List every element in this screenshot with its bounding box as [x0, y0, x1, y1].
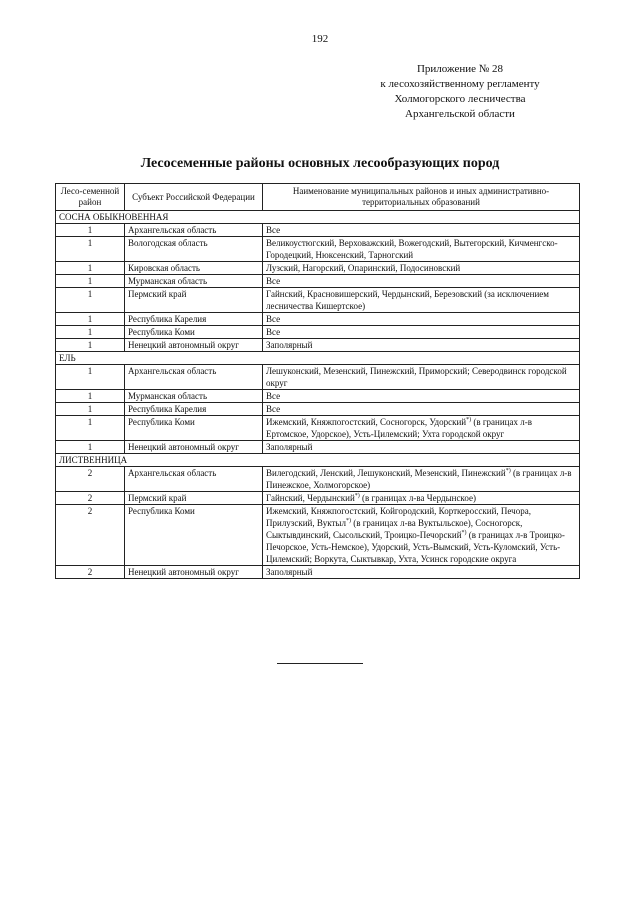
- subject-cell: Республика Карелия: [125, 403, 263, 416]
- region-cell: 1: [56, 275, 125, 288]
- section-row: [56, 454, 580, 467]
- subject-cell: Кировская область: [125, 262, 263, 275]
- table-row: [56, 566, 580, 579]
- subject-cell: Ненецкий автономный округ: [125, 339, 263, 352]
- subject-cell: Республика Коми: [125, 416, 263, 441]
- header-federal-subject: Субъект Российской Федерации: [125, 184, 263, 211]
- header-municipal-districts: Наименование муниципальных районов и иных административно-территориальных образований: [263, 184, 580, 211]
- region-cell: 1: [56, 390, 125, 403]
- subject-cell: Мурманская область: [125, 390, 263, 403]
- appendix-line: Приложение № 28: [416, 63, 504, 75]
- appendix-line: Холмогорского лесничества: [394, 93, 526, 105]
- table-row: [56, 224, 580, 237]
- appendix-line: Архангельской области: [405, 108, 515, 120]
- header-seed-region: Лесо-семенной район: [56, 184, 125, 211]
- region-cell: 2: [56, 467, 125, 492]
- subject-cell: Архангельская область: [125, 467, 263, 492]
- districts-cell: Заполярный: [263, 566, 580, 579]
- end-rule: [277, 663, 363, 664]
- districts-cell: Вилегодский, Ленский, Лешуконский, Мезенский, Пинежский*) (в границах л-в Пинежское, Холмогорское): [263, 467, 580, 492]
- document-title: Лесосеменные районы основных лесообразующих пород: [140, 156, 500, 171]
- region-cell: 1: [56, 313, 125, 326]
- region-cell: 2: [56, 492, 125, 505]
- subject-cell: Пермский край: [125, 492, 263, 505]
- table-row: [56, 288, 580, 313]
- region-cell: 2: [56, 566, 125, 579]
- region-cell: 2: [56, 505, 125, 566]
- districts-cell: Ижемский, Княжпогостский, Койгородский, Корткеросский, Печора, Прилузский, Вуктыл*) (в границах л-ва Вуктыльское), Сосногорск, Сыктывдинский, Сысольский, Троицко-Печорский*) (в границах л-в Троицко-Печорское, Усть-Немское), Удорский, Усть-Вымский, Усть-Куломский, Усть-Цилемский; Воркута, Сыктывкар, Ухта, Усинск городские округа: [263, 505, 580, 566]
- table-row: [56, 505, 580, 566]
- table-row: [56, 467, 580, 492]
- table-row: [56, 390, 580, 403]
- section-row: [56, 352, 580, 365]
- subject-cell: Республика Коми: [125, 326, 263, 339]
- districts-cell: Гайнский, Красновишерский, Чердынский, Березовский (за исключением лесничества Кишертское): [263, 288, 580, 313]
- appendix-heading: [360, 62, 560, 122]
- districts-cell: Заполярный: [263, 441, 580, 454]
- districts-cell: Ижемский, Княжпогостский, Сосногорск, Удорский*) (в границах л-в Ертомское, Удорское), Усть-Цилемский; Ухта городской округ: [263, 416, 580, 441]
- appendix-line: к лесохозяйственному регламенту: [380, 78, 540, 90]
- districts-cell: Все: [263, 326, 580, 339]
- districts-cell: Заполярный: [263, 339, 580, 352]
- section-row: [56, 211, 580, 224]
- region-cell: 1: [56, 403, 125, 416]
- table-row: [56, 365, 580, 390]
- region-cell: 1: [56, 339, 125, 352]
- table-row: [56, 237, 580, 262]
- region-cell: 1: [56, 416, 125, 441]
- table-row: [56, 492, 580, 505]
- subject-cell: Архангельская область: [125, 365, 263, 390]
- districts-cell: Лузский, Нагорский, Опаринский, Подосиновский: [263, 262, 580, 275]
- districts-cell: Великоустюгский, Верховажский, Вожегодский, Вытегорский, Кичменгско-Городецкий, Нюксенский, Тарногский: [263, 237, 580, 262]
- region-cell: 1: [56, 288, 125, 313]
- table-row: [56, 326, 580, 339]
- table-row: [56, 339, 580, 352]
- region-cell: 1: [56, 441, 125, 454]
- table-body: [56, 211, 580, 579]
- subject-cell: Архангельская область: [125, 224, 263, 237]
- subject-cell: Пермский край: [125, 288, 263, 313]
- table-header-row: [56, 184, 580, 211]
- subject-cell: Ненецкий автономный округ: [125, 566, 263, 579]
- table-row: [56, 416, 580, 441]
- subject-cell: Ненецкий автономный округ: [125, 441, 263, 454]
- section-title: СОСНА ОБЫКНОВЕННАЯ: [56, 211, 580, 224]
- table-row: [56, 275, 580, 288]
- districts-cell: Все: [263, 390, 580, 403]
- seed-regions-table: [55, 183, 580, 579]
- region-cell: 1: [56, 326, 125, 339]
- subject-cell: Мурманская область: [125, 275, 263, 288]
- subject-cell: Вологодская область: [125, 237, 263, 262]
- table-row: [56, 262, 580, 275]
- region-cell: 1: [56, 365, 125, 390]
- districts-cell: Все: [263, 313, 580, 326]
- districts-cell: Все: [263, 224, 580, 237]
- page-number: 192: [311, 33, 329, 45]
- table-row: [56, 313, 580, 326]
- table-row: [56, 403, 580, 416]
- table-row: [56, 441, 580, 454]
- subject-cell: Республика Коми: [125, 505, 263, 566]
- region-cell: 1: [56, 262, 125, 275]
- section-title: ЛИСТВЕННИЦА: [56, 454, 580, 467]
- subject-cell: Республика Карелия: [125, 313, 263, 326]
- districts-cell: Лешуконский, Мезенский, Пинежский, Приморский; Северодвинск городской округ: [263, 365, 580, 390]
- districts-cell: Все: [263, 403, 580, 416]
- region-cell: 1: [56, 237, 125, 262]
- districts-cell: Все: [263, 275, 580, 288]
- section-title: ЕЛЬ: [56, 352, 580, 365]
- districts-cell: Гайнский, Чердынский*) (в границах л-ва Чердынское): [263, 492, 580, 505]
- region-cell: 1: [56, 224, 125, 237]
